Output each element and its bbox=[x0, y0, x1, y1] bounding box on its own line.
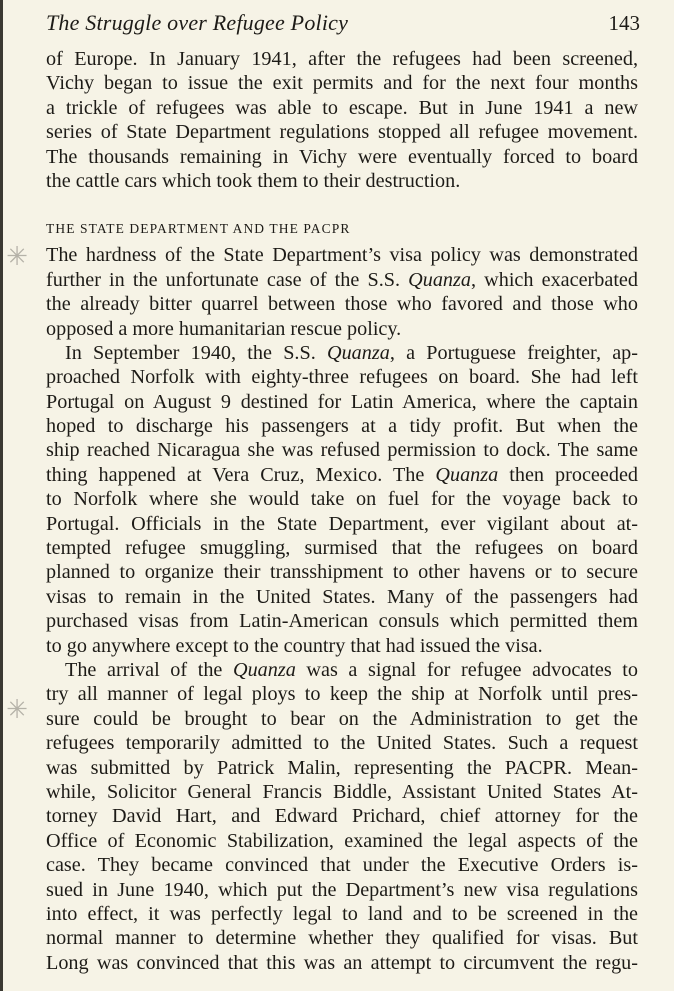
text-line bbox=[46, 341, 638, 365]
text-line: planned to organize their transshipment to other havens or to secure bbox=[46, 561, 638, 584]
text-line: normal manner to determine whether they qualified for visas. But bbox=[46, 927, 638, 950]
body-text bbox=[46, 47, 638, 975]
text-run: further in the unfortunate case of the S.S. bbox=[46, 268, 409, 291]
text-line: while, Solicitor General Francis Biddle, Assistant United States At- bbox=[46, 780, 638, 803]
text-line: sued in June 1940, which put the Department’s new visa regulations bbox=[46, 878, 638, 901]
text-run: then proceeded bbox=[498, 463, 638, 486]
text-line: the already bitter quarrel between those who favored and those who bbox=[46, 293, 638, 316]
text-line: purchased visas from Latin-American consuls which permitted them bbox=[46, 610, 638, 633]
text-line: of Europe. In January 1941, after the refugees had been screened, bbox=[46, 48, 638, 70]
text-line: hoped to discharge his passengers at a tidy profit. But when the bbox=[46, 415, 638, 438]
text-line: try all manner of legal ploys to keep the ship at Norfolk until pres- bbox=[46, 683, 638, 706]
text-line: visas to remain in the United States. Many of the passengers had bbox=[46, 585, 638, 608]
text-line: The hardness of the State Department’s visa policy was demonstrated bbox=[46, 244, 638, 267]
ship-name: Quanza bbox=[408, 268, 471, 291]
paragraph bbox=[46, 243, 638, 341]
text-line: proached Norfolk with eighty-three refugees on board. She had left bbox=[46, 366, 638, 389]
text-line: was submitted by Patrick Malin, representing the PACPR. Mean- bbox=[46, 756, 638, 779]
text-run: was a signal for refugee advocates to bbox=[295, 658, 638, 681]
text-run: , which exacerbated bbox=[470, 268, 638, 291]
text-line: Vichy began to issue the exit permits and for the next four months bbox=[46, 72, 638, 95]
text-line: into effect, it was perfectly legal to land and to be screened in the bbox=[46, 902, 638, 925]
margin-asterisk-mark: ✳ bbox=[6, 695, 28, 725]
text-line: torney David Hart, and Edward Prichard, chief attorney for the bbox=[46, 805, 638, 828]
text-line: Office of Economic Stabilization, examined the legal aspects of the bbox=[46, 829, 638, 852]
page-header bbox=[46, 6, 640, 40]
text-run: In September 1940, the S.S. bbox=[65, 341, 327, 364]
margin-asterisk-mark: ✳ bbox=[6, 242, 28, 272]
page-number: 143 bbox=[608, 11, 640, 35]
text-line: a trickle of refugees was able to escape. But in June 1941 a new bbox=[46, 96, 638, 119]
text-line: Long was convinced that this was an attempt to circumvent the regu- bbox=[46, 951, 638, 974]
text-line: to Norfolk where she would take on fuel for the voyage back to bbox=[46, 488, 638, 511]
ship-name: Quanza bbox=[435, 463, 499, 486]
text-run: The arrival of the bbox=[65, 658, 233, 681]
paragraph bbox=[46, 47, 638, 193]
section-heading: THE STATE DEPARTMENT AND THE PACPR bbox=[46, 221, 351, 237]
text-line: The thousands remaining in Vichy were eventually forced to board bbox=[46, 145, 638, 168]
ship-name: Quanza bbox=[232, 658, 296, 681]
text-line bbox=[46, 658, 638, 682]
text-line: case. They became convinced that under the Executive Orders is- bbox=[46, 854, 638, 877]
paragraph bbox=[46, 341, 638, 658]
running-head: The Struggle over Refugee Policy bbox=[46, 10, 349, 35]
page-edge bbox=[0, 0, 3, 991]
text-line: the cattle cars which took them to their destruction. bbox=[46, 169, 461, 192]
text-line bbox=[46, 268, 638, 292]
text-line: Portugal. Officials in the State Department, ever vigilant about at- bbox=[46, 512, 638, 535]
text-line: refugees temporarily admitted to the United States. Such a request bbox=[46, 732, 638, 755]
text-run: thing happened at Vera Cruz, Mexico. The bbox=[46, 463, 436, 486]
text-line: Portugal on August 9 destined for Latin America, where the captain bbox=[46, 390, 638, 413]
text-line: ship reached Nicaragua she was refused permission to dock. The same bbox=[46, 439, 638, 462]
text-line: opposed a more humanitarian rescue policy. bbox=[46, 317, 402, 340]
text-line: to go anywhere except to the country that had issued the visa. bbox=[46, 634, 543, 657]
text-line: tempted refugee smuggling, surmised that the refugees on board bbox=[46, 537, 638, 560]
text-run: , a Portuguese freighter, ap- bbox=[389, 341, 639, 364]
text-line bbox=[46, 463, 638, 487]
paragraph bbox=[46, 658, 638, 975]
text-line: sure could be brought to bear on the Administration to get the bbox=[46, 707, 638, 730]
text-line: series of State Department regulations stopped all refugee movement. bbox=[46, 121, 638, 144]
ship-name: Quanza bbox=[327, 341, 390, 364]
